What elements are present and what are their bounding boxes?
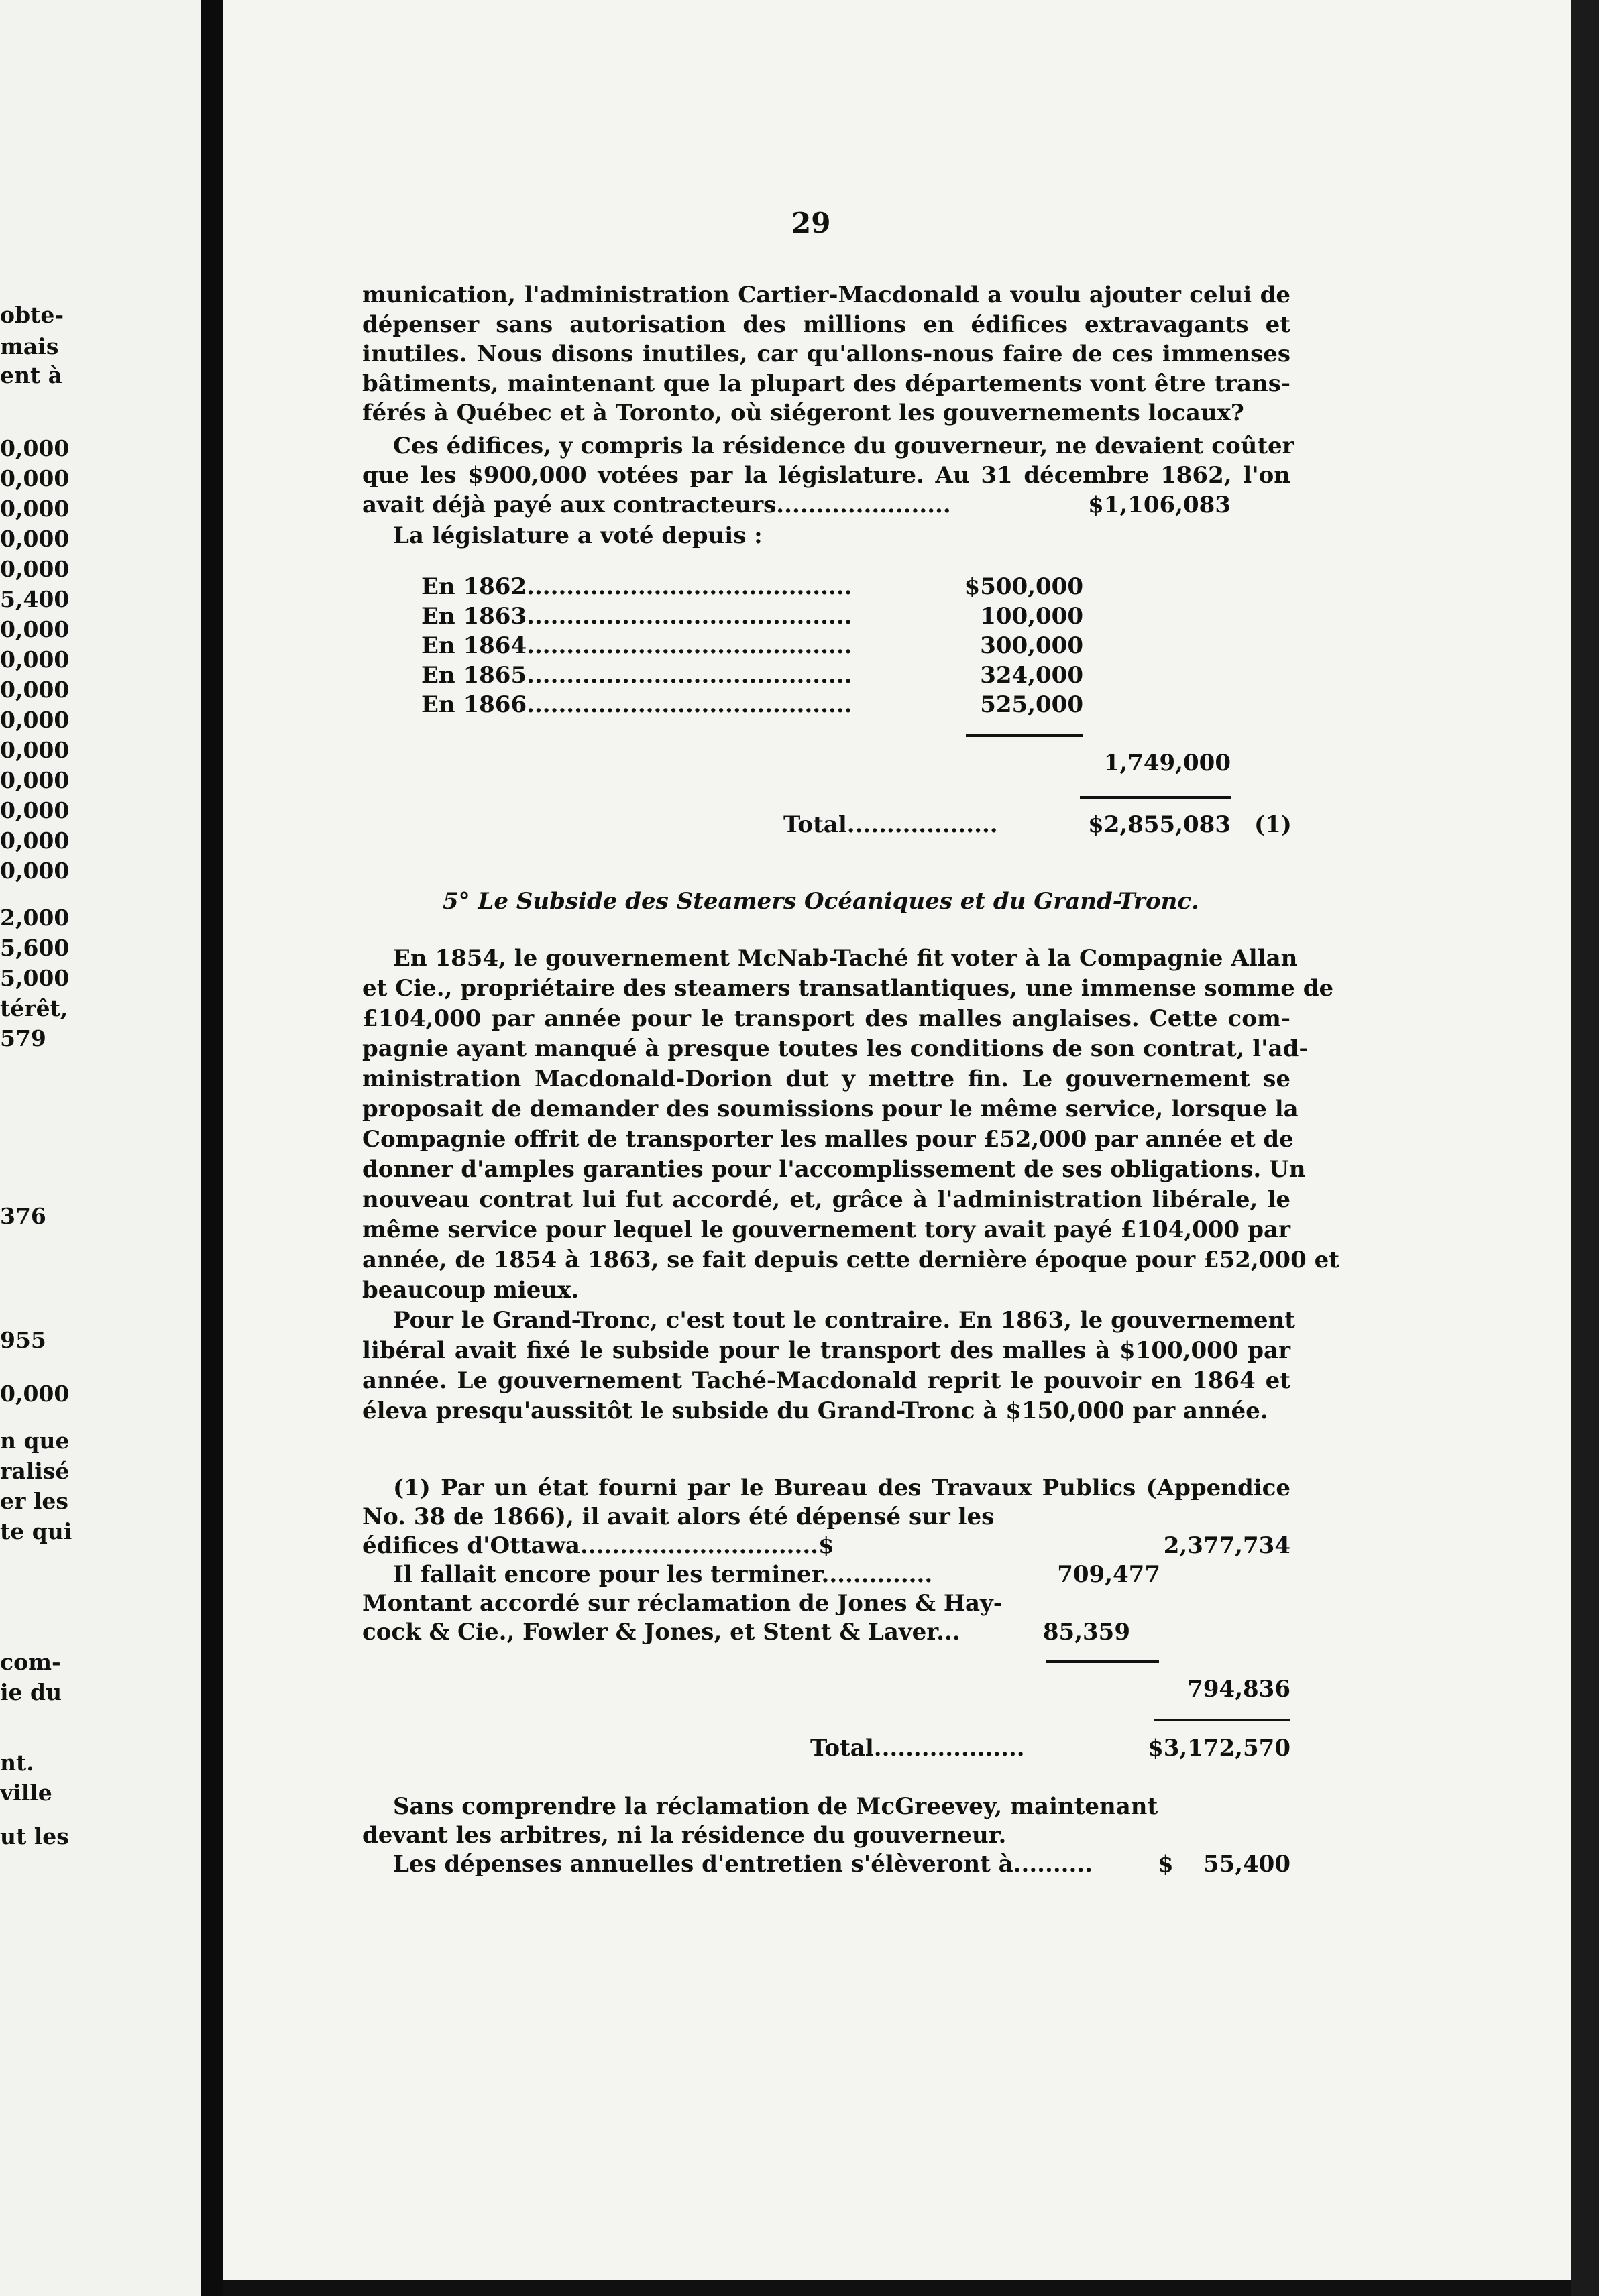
- margin-fragment: 0,000: [0, 737, 70, 763]
- margin-fragment: n que: [0, 1428, 70, 1454]
- footnote-total-label: Total...................: [810, 1735, 1025, 1762]
- text-line: éleva presqu'aussitôt le subside du Grand-Tronc à $150,000 par année.: [362, 1397, 1268, 1424]
- margin-fragment: 0,000: [0, 1381, 70, 1407]
- page-edge: [1571, 0, 1599, 2296]
- text-line: Ces édifices, y compris la résidence du gouverneur, ne devaient coûter: [393, 433, 1294, 459]
- sum-rule: [1046, 1660, 1159, 1663]
- margin-fragment: er les: [0, 1488, 68, 1514]
- total-amount: $2,855,083: [1088, 811, 1231, 838]
- text-line: nouveau contrat lui fut accordé, et, grâce à l'administration libérale, le: [362, 1186, 1290, 1213]
- margin-fragment: 0,000: [0, 797, 70, 823]
- footnote-total-amount: $3,172,570: [1148, 1735, 1290, 1762]
- text-line: inutiles. Nous disons inutiles, car qu'allons-nous faire de ces immenses: [362, 341, 1290, 367]
- book-gutter: [201, 0, 223, 2296]
- footnote-line: (1) Par un état fourni par le Bureau des Travaux Publics (Appendice: [393, 1475, 1290, 1501]
- text-line: et Cie., propriétaire des steamers transatlantiques, une immense somme de: [362, 975, 1334, 1002]
- sum-rule: [966, 734, 1083, 737]
- footnote-line: Sans comprendre la réclamation de McGreevey, maintenant: [393, 1793, 1158, 1820]
- page-number: 29: [791, 207, 831, 239]
- text-line: année. Le gouvernement Taché-Macdonald reprit le pouvoir en 1864 et: [362, 1367, 1290, 1394]
- margin-fragment: 0,000: [0, 858, 70, 884]
- footnote-line: Les dépenses annuelles d'entretien s'élèveront à..........: [393, 1851, 1093, 1878]
- paid-amount: $1,106,083: [1088, 492, 1231, 518]
- claim-amount: 85,359: [1042, 1619, 1130, 1646]
- text-line: proposait de demander des soumissions pour le même service, lorsque la: [362, 1096, 1299, 1123]
- margin-fragment: 376: [0, 1203, 46, 1229]
- footnote-line: Montant accordé sur réclamation de Jones & Hay-: [362, 1590, 1003, 1617]
- margin-fragment: com-: [0, 1649, 61, 1675]
- vote-amount: $500,000: [964, 573, 1083, 600]
- footnote-marker: (1): [1254, 811, 1292, 838]
- vote-amount: 100,000: [980, 603, 1083, 630]
- footnote-line: édifices d'Ottawa..............................$: [362, 1532, 834, 1559]
- margin-fragment: mais: [0, 333, 59, 359]
- text-line: bâtiments, maintenant que la plupart des départements vont être trans-: [362, 370, 1290, 397]
- text-line: Pour le Grand-Tronc, c'est tout le contraire. En 1863, le gouvernement: [393, 1307, 1296, 1334]
- margin-fragment: 5,400: [0, 586, 70, 612]
- vote-amount: 324,000: [980, 662, 1083, 689]
- text-line: année, de 1854 à 1863, se fait depuis cette dernière époque pour £52,000 et: [362, 1247, 1339, 1273]
- margin-fragment: térêt,: [0, 995, 68, 1021]
- vote-label: En 1865.........................................: [421, 662, 852, 689]
- margin-fragment: 0,000: [0, 827, 70, 854]
- margin-fragment: 5,600: [0, 935, 70, 961]
- vote-amount: 300,000: [980, 632, 1083, 659]
- margin-fragment: 0,000: [0, 707, 70, 733]
- margin-fragment: 0,000: [0, 616, 70, 642]
- margin-fragment: 0,000: [0, 526, 70, 552]
- total-label: Total...................: [783, 811, 998, 838]
- finish-amount: 709,477: [1057, 1561, 1160, 1588]
- margin-fragment: 5,000: [0, 965, 70, 991]
- text-line: même service pour lequel le gouvernement tory avait payé £104,000 par: [362, 1216, 1290, 1243]
- facing-page-fragment: [0, 0, 201, 2296]
- margin-fragment: 2,000: [0, 905, 70, 931]
- margin-fragment: ent à: [0, 362, 63, 388]
- annual-amount: 55,400: [1203, 1851, 1290, 1878]
- vote-label: En 1866.........................................: [421, 691, 852, 718]
- margin-fragment: 0,000: [0, 677, 70, 703]
- legislature-intro: La législature a voté depuis :: [393, 522, 763, 549]
- margin-fragment: 0,000: [0, 465, 70, 492]
- section-heading: 5° Le Subside des Steamers Océaniques et du Grand-Tronc.: [443, 888, 1199, 915]
- text-line: beaucoup mieux.: [362, 1277, 580, 1304]
- margin-fragment: nt.: [0, 1749, 34, 1776]
- ottawa-amount: 2,377,734: [1163, 1532, 1290, 1559]
- footnote-line: devant les arbitres, ni la résidence du gouverneur.: [362, 1822, 1007, 1849]
- vote-label: En 1864.........................................: [421, 632, 852, 659]
- margin-fragment: ralisé: [0, 1458, 70, 1484]
- footnote-subtotal: 794,836: [1187, 1676, 1290, 1703]
- text-line: dépenser sans autorisation des millions en édifices extravagants et: [362, 311, 1290, 338]
- vote-amount: 525,000: [980, 691, 1083, 718]
- margin-fragment: ie du: [0, 1679, 62, 1705]
- text-line: En 1854, le gouvernement McNab-Taché fit voter à la Compagnie Allan: [393, 945, 1298, 972]
- annual-currency: $: [1158, 1851, 1174, 1878]
- footnote-line: No. 38 de 1866), il avait alors été dépensé sur les: [362, 1503, 995, 1530]
- footnote-line: cock & Cie., Fowler & Jones, et Stent & Laver...: [362, 1619, 960, 1646]
- paid-label: avait déjà payé aux contracteurs......................: [362, 492, 951, 518]
- text-line: que les $900,000 votées par la législature. Au 31 décembre 1862, l'on: [362, 462, 1290, 489]
- text-line: libéral avait fixé le subside pour le transport des malles à $100,000 par: [362, 1337, 1290, 1364]
- margin-fragment: 0,000: [0, 556, 70, 582]
- votes-sum: 1,749,000: [1103, 750, 1231, 777]
- total-rule: [1154, 1719, 1290, 1721]
- text-line: ministration Macdonald-Dorion dut y mettre fin. Le gouvernement se: [362, 1066, 1290, 1092]
- margin-fragment: te qui: [0, 1518, 72, 1544]
- text-line: férés à Québec et à Toronto, où siégeront les gouvernements locaux?: [362, 400, 1244, 426]
- margin-fragment: 0,000: [0, 496, 70, 522]
- vote-label: En 1863.........................................: [421, 603, 852, 630]
- text-line: £104,000 par année pour le transport des malles anglaises. Cette com-: [362, 1005, 1290, 1032]
- text-line: munication, l'administration Cartier-Macdonald a voulu ajouter celui de: [362, 282, 1290, 308]
- margin-fragment: 0,000: [0, 646, 70, 673]
- footnote-line: Il fallait encore pour les terminer..............: [393, 1561, 933, 1588]
- vote-label: En 1862.........................................: [421, 573, 852, 600]
- margin-fragment: 0,000: [0, 767, 70, 793]
- margin-fragment: obte-: [0, 302, 64, 328]
- text-line: Compagnie offrit de transporter les malles pour £52,000 par année et de: [362, 1126, 1294, 1153]
- total-rule: [1080, 796, 1231, 799]
- text-line: donner d'amples garanties pour l'accomplissement de ses obligations. Un: [362, 1156, 1306, 1183]
- margin-fragment: 955: [0, 1327, 46, 1353]
- margin-fragment: ville: [0, 1780, 52, 1806]
- margin-fragment: ut les: [0, 1823, 69, 1849]
- margin-fragment: 579: [0, 1025, 46, 1051]
- text-line: pagnie ayant manqué à presque toutes les conditions de son contrat, l'ad-: [362, 1035, 1309, 1062]
- margin-fragment: 0,000: [0, 435, 70, 461]
